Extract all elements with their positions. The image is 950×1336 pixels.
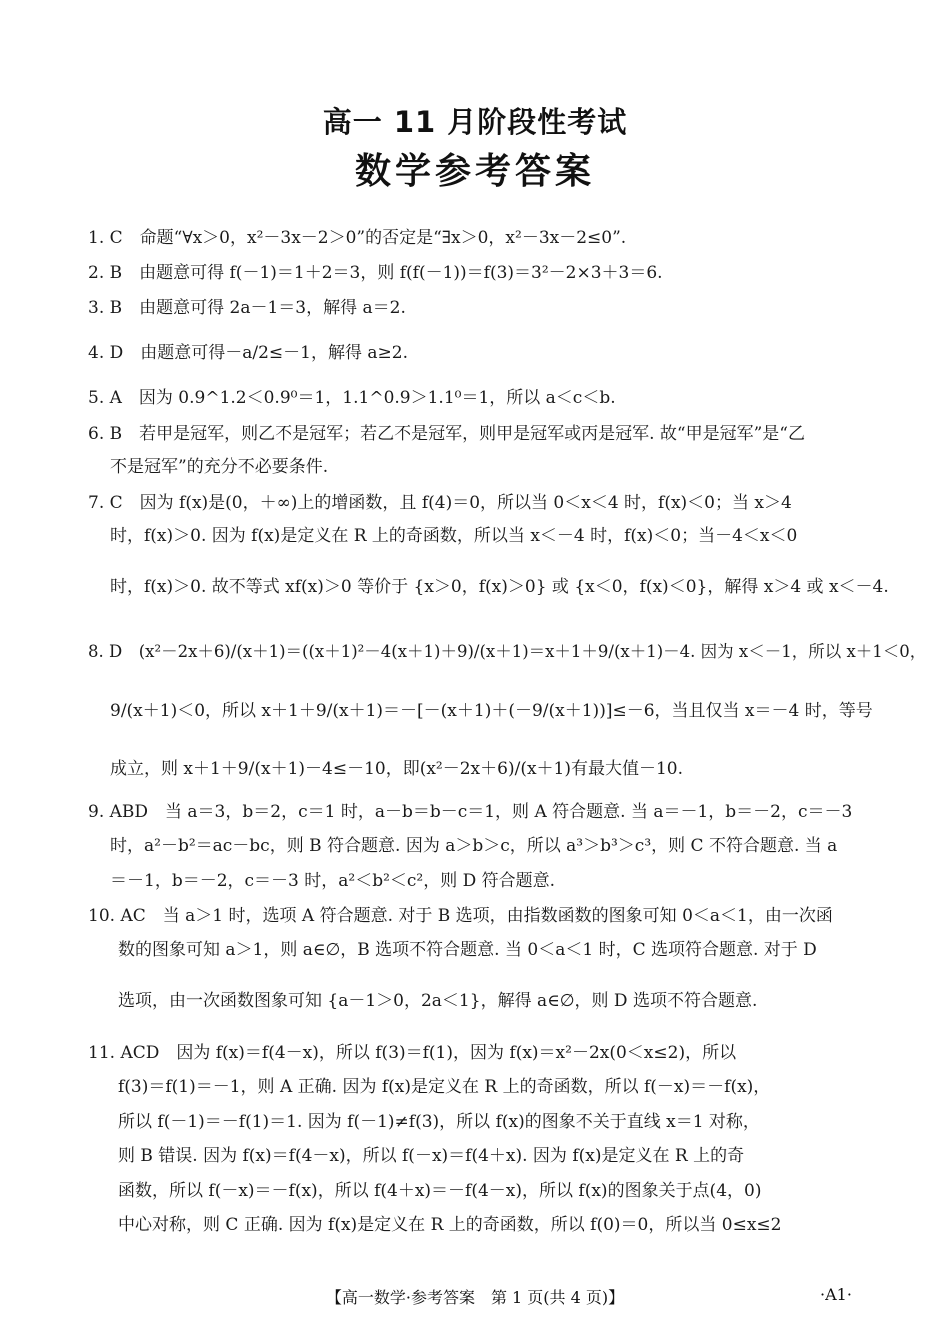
answer-line: 则 B 错误. 因为 f(x)＝f(4－x)，所以 f(－x)＝f(4＋x). 因为 f(x)是定义在 R 上的奇 — [118, 1146, 745, 1166]
answer-key-title: 数学参考答案 — [354, 151, 595, 192]
answer-line: 中心对称，则 C 正确. 因为 f(x)是定义在 R 上的奇函数，所以 f(0)＝0，所以当 0≤x≤2 — [118, 1215, 782, 1235]
answer-line: 时，f(x)＞0. 因为 f(x)是定义在 R 上的奇函数，所以当 x＜－4 时，f(x)＜0；当－4＜x＜0 — [110, 526, 798, 546]
answer-line: 8. D (x²－2x＋6)/(x＋1)＝((x＋1)²－4(x＋1)＋9)/(x＋1)＝x＋1＋9/(x＋1)－4. 因为 x＜－1，所以 x＋1＜0， — [88, 642, 927, 661]
answer-line: 4. D 由题意可得－a/2≤－1，解得 a≥2. — [88, 343, 408, 363]
answer-line: 2. B 由题意可得 f(－1)＝1＋2＝3，则 f(f(－1))＝f(3)＝3²－2×3＋3＝6. — [88, 263, 663, 283]
answer-line: 所以 f(－1)＝－f(1)＝1. 因为 f(－1)≠f(3)，所以 f(x)的图象不关于直线 x＝1 对称， — [118, 1112, 760, 1132]
answer-line: 不是冠军”的充分不必要条件. — [110, 457, 329, 477]
page-code: ·A1· — [820, 1285, 852, 1304]
answer-line: 时，f(x)＞0. 故不等式 xf(x)＞0 等价于 {x＞0，f(x)＞0} 或 {x＜0，f(x)＜0}，解得 x＞4 或 x＜－4. — [110, 577, 889, 597]
answer-line: 成立，则 x＋1＋9/(x＋1)－4≤－10，即(x²－2x＋6)/(x＋1)有最大值－10. — [110, 759, 684, 779]
answer-line: 10. AC 当 a＞1 时，选项 A 符合题意. 对于 B 选项，由指数函数的图象可知 0＜a＜1，由一次函 — [88, 906, 833, 926]
answer-line: 1. C 命题“∀x＞0，x²－3x－2＞0”的否定是“∃x＞0，x²－3x－2≤0”. — [88, 228, 627, 248]
answer-line: 5. A 因为 0.9^1.2＜0.9⁰＝1，1.1^0.9＞1.1⁰＝1，所以 a＜c＜b. — [88, 388, 616, 408]
answer-line: 3. B 由题意可得 2a－1＝3，解得 a＝2. — [88, 298, 406, 318]
answer-line: 数的图象可知 a＞1，则 a∈∅，B 选项不符合题意. 当 0＜a＜1 时，C 选项符合题意. 对于 D — [118, 940, 817, 960]
answer-line: 9/(x＋1)＜0，所以 x＋1＋9/(x＋1)＝－[－(x＋1)＋(－9/(x＋1))]≤－6，当且仅当 x＝－4 时，等号 — [110, 701, 873, 721]
exam-title: 高一 11 月阶段性考试 — [322, 105, 628, 139]
answer-line: 函数，所以 f(－x)＝－f(x)，所以 f(4＋x)＝－f(4－x)，所以 f(x)的图象关于点(4，0) — [118, 1181, 762, 1201]
page-footer: 【高一数学·参考答案 第 1 页(共 4 页)】 — [325, 1288, 625, 1307]
answer-line: ＝－1，b＝－2，c＝－3 时，a²＜b²＜c²，则 D 符合题意. — [110, 871, 556, 891]
answer-line: 选项，由一次函数图象可知 {a－1＞0，2a＜1}，解得 a∈∅，则 D 选项不符合题意. — [118, 991, 758, 1011]
answer-line: 9. ABD 当 a＝3，b＝2，c＝1 时，a－b＝b－c＝1，则 A 符合题意. 当 a＝－1，b＝－2，c＝－3 — [88, 802, 853, 822]
answer-line: 11. ACD 因为 f(x)＝f(4－x)，所以 f(3)＝f(1)，因为 f(x)＝x²－2x(0＜x≤2)，所以 — [88, 1043, 737, 1063]
answer-line: f(3)＝f(1)＝－1，则 A 正确. 因为 f(x)是定义在 R 上的奇函数，所以 f(－x)＝－f(x)， — [118, 1077, 771, 1097]
answer-line: 7. C 因为 f(x)是(0，＋∞)上的增函数，且 f(4)＝0，所以当 0＜x＜4 时，f(x)＜0；当 x＞4 — [88, 493, 792, 513]
answer-line: 时，a²－b²＝ac－bc，则 B 符合题意. 因为 a＞b＞c，所以 a³＞b³＞c³，则 C 不符合题意. 当 a — [110, 836, 838, 856]
answer-line: 6. B 若甲是冠军，则乙不是冠军；若乙不是冠军，则甲是冠军或丙是冠军. 故“甲是冠军”是“乙 — [88, 424, 805, 444]
